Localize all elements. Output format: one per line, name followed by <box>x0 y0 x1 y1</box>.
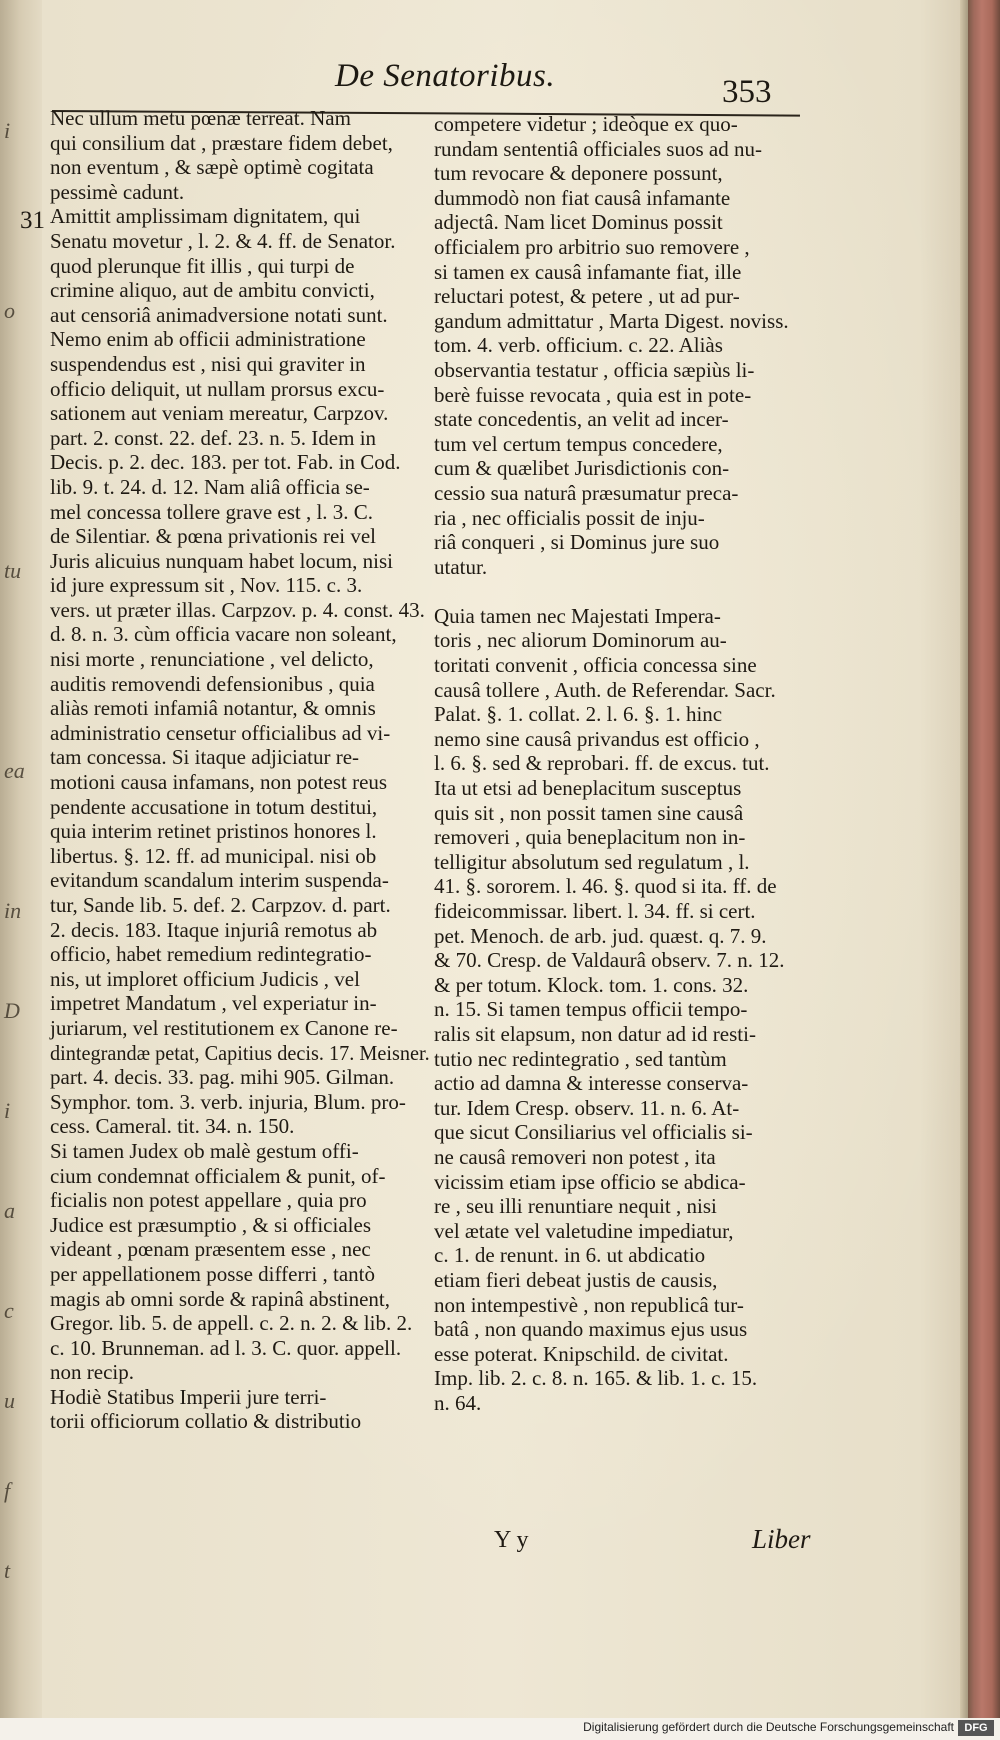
text-line: Hodiè Statibus Imperii jure terri- <box>50 1384 327 1409</box>
text-line: n. 15. Si tamen tempus officii tempo- <box>434 997 748 1022</box>
signature-mark: Y y <box>494 1527 529 1553</box>
text-line: si tamen ex causâ infamante fiat, ille <box>434 259 742 284</box>
text-line: batâ , non quando maximus ejus usus <box>434 1317 748 1342</box>
text-line: state concedentis, an velit ad incer- <box>434 407 729 432</box>
page-gutter <box>960 0 968 1740</box>
text-line: lib. 9. t. 24. d. 12. Nam aliâ officia se- <box>50 474 370 499</box>
text-line: tam concessa. Si itaque adjiciatur re- <box>50 745 360 770</box>
text-line: quis sit , non possit tamen sine causâ <box>434 800 744 825</box>
text-line: nis, ut imploret officium Judicis , vel <box>50 966 360 991</box>
text-line: dummodò non fiat causâ infamante <box>434 185 731 210</box>
page-number: 353 <box>722 74 772 110</box>
text-line: cium condemnat officialem & punit, of- <box>50 1163 386 1188</box>
text-line: sationem aut veniam mereatur, Carpzov. <box>50 401 389 426</box>
text-line: quod plerunque fit illis , qui turpi de <box>50 253 355 278</box>
running-title: De Senatoribus. <box>335 58 556 94</box>
text-line: Judice est præsumptio , & si officiales <box>50 1212 371 1237</box>
text-line: tur, Sande lib. 5. def. 2. Carpzov. d. part. <box>50 893 391 917</box>
text-line: qui consilium dat , præstare fidem debet, <box>50 130 393 155</box>
text-line: toritati convenit , officia concessa sine <box>434 653 757 678</box>
text-line: officio, habet remedium redintegratio- <box>50 942 372 967</box>
text-line: que sicut Consiliarius vel officialis si- <box>434 1120 753 1145</box>
text-line: tutio nec redintegratio , sed tantùm <box>434 1046 727 1071</box>
text-line: motioni causa infamans, non potest reus <box>50 770 388 795</box>
text-line: tur. Idem Cresp. observ. 11. n. 6. At- <box>434 1095 740 1120</box>
text-line: Senatu movetur , l. 2. & 4. ff. de Senator. <box>50 228 396 253</box>
text-line: quia interim retinet pristinos honores l. <box>50 819 377 844</box>
text-line: fideicommissar. libert. l. 34. ff. si cert. <box>434 899 756 923</box>
text-line: ficialis non potest appellare , quia pro <box>50 1188 367 1213</box>
strip-glyph: D <box>4 998 20 1023</box>
text-line: officialem pro arbitrio suo removere , <box>434 234 750 259</box>
text-line: Symphor. tom. 3. verb. injuria, Blum. pro- <box>50 1089 406 1114</box>
text-line: tom. 4. verb. officium. c. 22. Aliàs <box>434 333 723 358</box>
text-line: competere videtur ; ideòque ex quo- <box>434 112 738 136</box>
text-line: Decis. p. 2. dec. 183. per tot. Fab. in Cod. <box>50 450 401 475</box>
strip-glyph: o <box>4 298 15 323</box>
text-line: vicissim etiam ipse officio se abdica- <box>434 1169 746 1194</box>
text-line: ria , nec officialis possit de inju- <box>434 505 705 530</box>
text-line: Gregor. lib. 5. de appell. c. 2. n. 2. & lib. 2. <box>50 1311 413 1336</box>
text-line: dintegrandæ petat, Capitius decis. 17. Meisner. <box>50 1040 430 1065</box>
text-line: impetret Mandatum , vel experiatur in- <box>50 991 377 1016</box>
text-line: non recip. <box>50 1360 134 1385</box>
text-line: vers. ut præter illas. Carpzov. p. 4. const. 43. <box>50 597 425 622</box>
strip-glyph: tu <box>4 558 22 583</box>
text-line: c. 10. Brunneman. ad l. 3. C. quor. appell. <box>50 1335 402 1360</box>
text-line: tum vel certum tempus concedere, <box>434 431 723 456</box>
strip-glyph: in <box>4 898 22 923</box>
footer-credit: Digitalisierung gefördert durch die Deutsche Forschungsgemeinschaft <box>583 1720 954 1734</box>
text-line: administratio censetur officialibus ad vi- <box>50 720 391 745</box>
strip-glyph: c <box>4 1298 14 1323</box>
text-line: per appellationem posse differri , tantò <box>50 1261 376 1286</box>
text-line: videant , pœnam præsentem esse , nec <box>50 1237 371 1262</box>
text-line: c. 1. de renunt. in 6. ut abdicatio <box>434 1243 706 1268</box>
text-line: causâ tollere , Auth. de Referendar. Sacr. <box>434 677 776 702</box>
text-line: nisi morte , renunciatione , vel delicto, <box>50 647 374 672</box>
strip-glyph: t <box>4 1558 11 1583</box>
text-line: ne causâ removeri non potest , ita <box>434 1144 716 1169</box>
margin-number: 31 <box>20 207 45 234</box>
text-line: Imp. lib. 2. c. 8. n. 165. & lib. 1. c. 15. <box>434 1366 758 1391</box>
text-line: officio deliquit, ut nullam prorsus excu- <box>50 376 385 401</box>
right-column <box>434 112 814 1415</box>
text-line: cessio sua naturâ præsumatur preca- <box>434 480 739 505</box>
text-line: & per totum. Klock. tom. 1. cons. 32. <box>434 972 749 997</box>
text-line: magis ab omni sorde & rapinâ abstinent, <box>50 1286 391 1311</box>
text-line: etiam fieri debeat justis de causis, <box>434 1267 718 1292</box>
text-line: riâ conqueri , si Dominus jure suo <box>434 530 720 555</box>
text-line: gandum admittatur , Marta Digest. noviss. <box>434 308 789 333</box>
strip-glyph: i <box>4 1098 11 1123</box>
text-line: pessimè cadunt. <box>50 179 185 204</box>
text-line: Juris alicuius nunquam habet locum, nisi <box>50 548 393 573</box>
text-line: auditis removendi defensionibus , quia <box>50 671 375 696</box>
strip-glyph: ea <box>4 758 25 783</box>
text-line: pendente accusatione in totum destitui, <box>50 794 378 819</box>
strip-glyph: i <box>4 118 11 143</box>
text-line: libertus. §. 12. ff. ad municipal. nisi ob <box>50 843 377 868</box>
text-line: tum revocare & deponere possunt, <box>434 161 723 186</box>
text-line: crimine aliquo, aut de ambitu convicti, <box>50 278 375 303</box>
dfg-logo: DFG <box>958 1720 994 1736</box>
text-line: removeri , quia beneplacitum non in- <box>434 825 746 850</box>
text-line: re , seu illi renuntiare nequit , nisi <box>434 1194 717 1219</box>
text-line: berè fuisse revocata , quia est in pote- <box>434 382 752 407</box>
text-line: torii officiorum collatio & distributio <box>50 1409 362 1434</box>
text-line: telligitur absolutum sed regulatum , l. <box>434 849 750 874</box>
text-line: Ita ut etsi ad beneplacitum susceptus <box>434 776 742 801</box>
text-line: d. 8. n. 3. cùm officia vacare non soleant, <box>50 622 397 647</box>
text-line: aliàs remoti infamiâ notantur, & omnis <box>50 696 376 721</box>
text-line: cum & quælibet Jurisdictionis con- <box>434 456 730 481</box>
text-line: Nemo enim ab officii administratione <box>50 327 366 352</box>
adjacent-page-edge <box>0 0 42 1740</box>
text-line: esse poterat. Knipschild. de civitat. <box>434 1341 729 1366</box>
text-line: aut censoriâ animadversione notati sunt. <box>50 302 388 327</box>
text-line: cess. Cameral. tit. 34. n. 150. <box>50 1114 295 1139</box>
text-line: utatur. <box>434 554 488 579</box>
text-line: ralis sit elapsum, non datur ad id resti- <box>434 1021 756 1046</box>
text-line: adjectâ. Nam licet Dominus possit <box>434 210 723 235</box>
text-line: Quia tamen nec Majestati Impera- <box>434 603 721 628</box>
text-line: reluctari potest, & petere , ut ad pur- <box>434 284 740 309</box>
text-line: vel ætate vel valetudine impediatur, <box>434 1218 734 1243</box>
text-line <box>434 579 814 604</box>
text-line: non eventum , & sæpè optimè cogitata <box>50 155 374 180</box>
text-line: actio ad damna & interesse conserva- <box>434 1071 749 1096</box>
strip-glyph: a <box>4 1198 15 1223</box>
catchword: Liber <box>752 1524 811 1554</box>
text-line: non intempestivè , non republicâ tur- <box>434 1292 744 1317</box>
text-line: part. 2. const. 22. def. 23. n. 5. Idem in <box>50 425 377 450</box>
left-column <box>50 106 430 1434</box>
text-line: suspendendus est , nisi qui graviter in <box>50 351 366 376</box>
text-line: Si tamen Judex ob malè gestum offi- <box>50 1138 359 1163</box>
strip-glyph: f <box>4 1478 11 1503</box>
strip-glyph: u <box>4 1388 15 1413</box>
text-line: n. 64. <box>434 1390 482 1415</box>
text-line: 2. decis. 183. Itaque injuriâ remotus ab <box>50 917 378 942</box>
text-line: toris , nec aliorum Dominorum au- <box>434 628 727 653</box>
text-line: nemo sine causâ privandus est officio , <box>434 726 760 751</box>
text-line: l. 6. §. sed & reprobari. ff. de excus. tut. <box>434 751 770 776</box>
text-line: evitandum scandalum interim suspenda- <box>50 868 389 893</box>
text-line: observantia testatur , officia sæpiùs li- <box>434 357 755 382</box>
text-line: 41. §. sororem. l. 46. §. quod si ita. ff. de <box>434 874 777 899</box>
text-line: de Silentiar. & pœna privationis rei vel <box>50 524 377 549</box>
text-line: Palat. §. 1. collat. 2. l. 6. §. 1. hinc <box>434 702 723 727</box>
text-line: id jure expressum sit , Nov. 115. c. 3. <box>50 573 363 598</box>
book-edge <box>968 0 1000 1740</box>
text-line: part. 4. decis. 33. pag. mihi 905. Gilman. <box>50 1065 395 1090</box>
text-line: Amittit amplissimam dignitatem, qui <box>50 204 361 229</box>
text-line: mel concessa tollere grave est , l. 3. C. <box>50 499 374 524</box>
text-line: pet. Menoch. de arb. jud. quæst. q. 7. 9. <box>434 923 767 948</box>
text-line: rundam sententiâ officiales suos ad nu- <box>434 136 762 161</box>
text-line: juriarum, vel restitutionem ex Canone re- <box>50 1015 398 1040</box>
text-line: Nec ullum metu pœnæ terreat. Nam <box>50 106 351 130</box>
text-line: & 70. Cresp. de Valdaurâ observ. 7. n. 12. <box>434 948 785 973</box>
